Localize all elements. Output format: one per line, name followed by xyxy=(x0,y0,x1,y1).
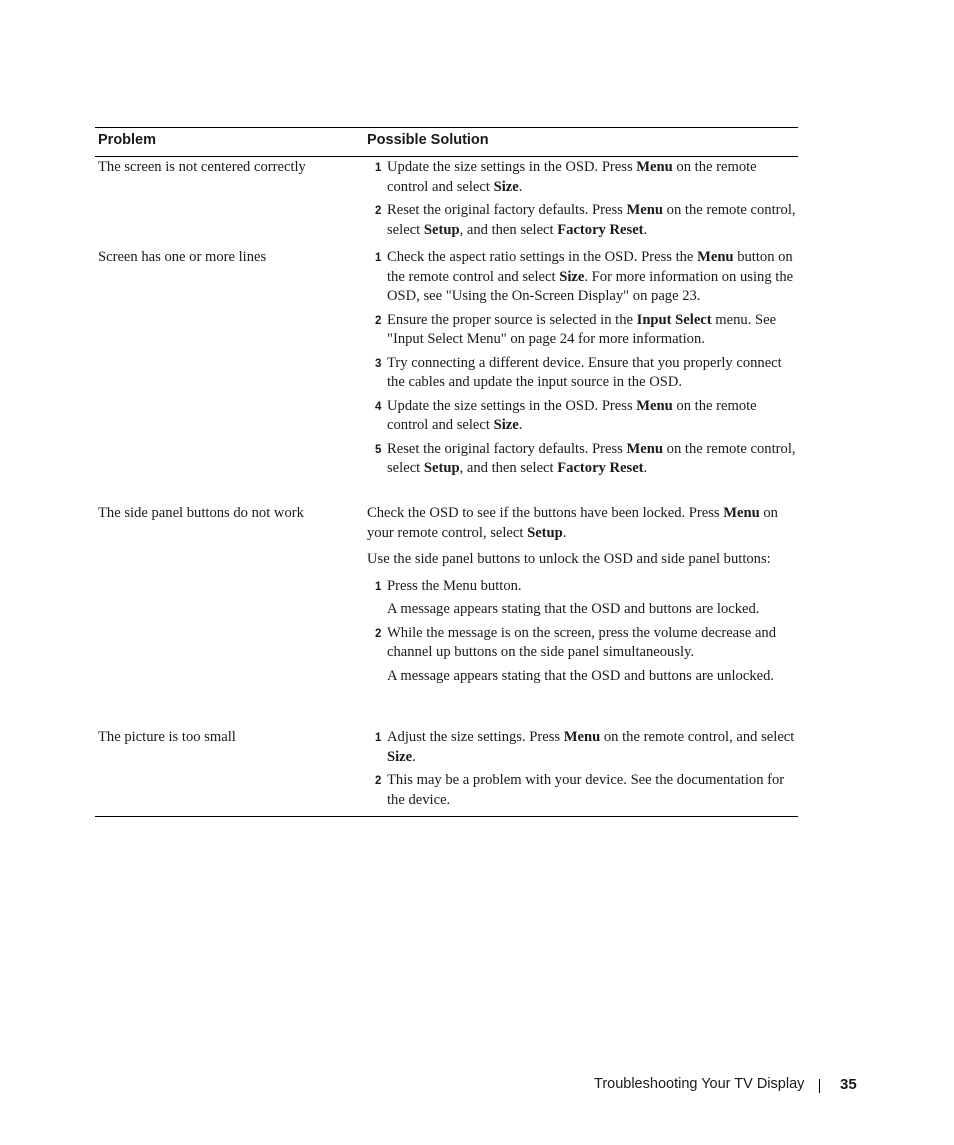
solution-paragraph: Use the side panel buttons to unlock the OSD and side panel buttons: xyxy=(367,551,771,567)
problem-cell: The side panel buttons do not work xyxy=(98,505,304,521)
footer-separator xyxy=(819,1079,820,1093)
solution-step: 4 Update the size settings in the OSD. Press Menu on the remote control and select Size. xyxy=(375,397,757,433)
problem-cell: The screen is not centered correctly xyxy=(98,159,306,175)
solution-step: 1 Press the Menu button. xyxy=(375,577,522,594)
solution-cell xyxy=(367,158,797,244)
troubleshooting-table xyxy=(95,127,798,808)
step-note: A message appears stating that the OSD and buttons are unlocked. xyxy=(387,667,775,684)
table-header xyxy=(95,127,798,157)
solution-cell xyxy=(367,504,797,690)
solution-step: 3 Try connecting a different device. Ensure that you properly connect the cables and update the input source in the OSD. xyxy=(375,354,782,390)
solution-step: 5 Reset the original factory defaults. Press Menu on the remote control, select Setup, and then select Factory Reset. xyxy=(375,440,796,476)
page-number: 35 xyxy=(840,1076,857,1093)
solution-step: 2 Ensure the proper source is selected in the Input Select menu. See "Input Select Menu" on page 24 for more information. xyxy=(375,311,777,347)
solution-step: 1 Adjust the size settings. Press Menu on the remote control, and select Size. xyxy=(375,729,795,765)
solution-cell xyxy=(367,248,797,483)
solution-step: 1 Update the size settings in the OSD. Press Menu on the remote control and select Size. xyxy=(375,159,757,195)
solution-step: 2 Reset the original factory defaults. Press Menu on the remote control, select Setup, and then select Factory Reset. xyxy=(375,202,796,238)
table-bottom-rule xyxy=(95,816,798,817)
solution-step: 2 While the message is on the screen, press the volume decrease and channel up buttons on the side panel simultaneously. xyxy=(375,624,777,660)
step-note: A message appears stating that the OSD and buttons are locked. xyxy=(387,601,760,617)
solution-cell xyxy=(367,728,797,814)
solution-step: 2 This may be a problem with your device. See the documentation for the device. xyxy=(375,772,785,808)
solution-paragraph: Check the OSD to see if the buttons have been locked. Press Menu on your remote control, select Setup. xyxy=(367,505,778,541)
header-solution: Possible Solution xyxy=(367,132,489,148)
solution-step: 1 Check the aspect ratio settings in the OSD. Press the Menu button on the remote control and select Size. For more information on using the OSD, see "Using the On-Screen Display" on page 23. xyxy=(375,249,794,304)
problem-cell: The picture is too small xyxy=(98,729,236,745)
header-problem: Problem xyxy=(98,132,157,148)
footer-chapter-title: Troubleshooting Your TV Display xyxy=(594,1076,805,1092)
problem-cell: Screen has one or more lines xyxy=(98,249,267,265)
